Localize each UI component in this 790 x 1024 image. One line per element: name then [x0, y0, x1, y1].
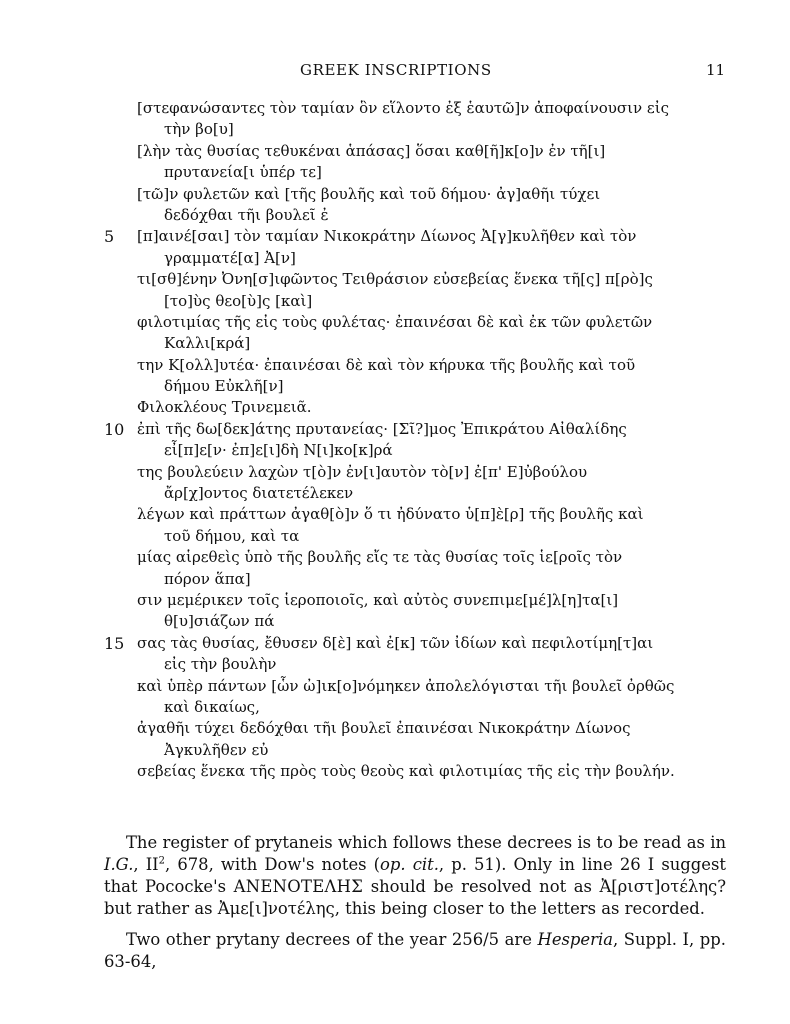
inscription-line: [0, 676, 790, 697]
greek-text: θ[υ]σιάζων πά: [164, 612, 275, 631]
line-number: 15: [104, 633, 125, 653]
greek-text: καὶ ὑπὲρ πάντων [ὧν ὠ]ικ[ο]νόμηκεν ἀπολελόγισται τῆι βουλεῖ ὀρθῶς: [137, 676, 675, 695]
citation-op-cit: op. cit.: [380, 855, 439, 874]
text-run: , 678, with Dow's notes (: [165, 855, 381, 874]
edition-superscript: 2: [158, 855, 166, 867]
inscription-entry: [0, 98, 790, 141]
inscription-entry: [0, 269, 790, 312]
text-run: The register of prytaneis which follows these decrees is to be read as in: [126, 833, 726, 852]
greek-text: σεβείας ἕνεκα τῆς πρὸς τοὺς θεοὺς καὶ φιλοτιμίας τῆς εἰς τὴν βουλήν.: [137, 762, 675, 781]
inscription-line-continuation: [0, 333, 790, 354]
greek-text: [λὴν τὰς θυσίας τεθυκέναι ἁπάσας] ὅσαι καθ[ῆ]κ[ο]ν ἐν τῆ[ι]: [137, 141, 606, 160]
greek-text: μίας αἱρεθεὶς ὑπὸ τῆς βουλῆς εἴς τε τὰς θυσίας τοῖς ἱε[ροῖς τὸν: [137, 548, 623, 567]
inscription-entry: [0, 547, 790, 590]
greek-text: φιλοτιμίας τῆς εἰς τοὺς φυλέτας· ἐπαινέσαι δὲ καὶ ἐκ τῶν φυλετῶν: [137, 312, 653, 331]
inscription-line-continuation: [0, 697, 790, 718]
inscription-line-continuation: [0, 205, 790, 226]
greek-text: [π]αινέ[σαι] τὸν ταμίαν Νικοκράτην Δίωνος Ἀ[γ]κυλῆθεν καὶ τὸν: [137, 227, 637, 246]
inscription-line: [0, 590, 790, 611]
greek-text: [στεφανώσαντες τὸν ταμίαν ὃν εἵλοντο ἐξ ἑαυτῶ]ν ἀποφαίνουσιν εἰς: [137, 99, 669, 117]
running-title: GREEK INSCRIPTIONS: [300, 61, 492, 79]
greek-text: εἶ[π]ε[ν· ἐπ]ε[ι]δὴ Ν[ι]κο[κ]ρά: [164, 441, 393, 460]
inscription-line: [0, 269, 790, 290]
page-header: [0, 61, 790, 83]
greek-text: ἄρ[χ]οντος διατετέλεκεν: [164, 484, 354, 503]
text-run: , Suppl. I, pp. 63-64,: [104, 930, 726, 971]
commentary-paragraph: [104, 832, 726, 920]
inscription-line-continuation: [0, 291, 790, 312]
inscription-line-continuation: [0, 119, 790, 140]
inscription-entry: [0, 312, 790, 355]
inscription-line: [0, 633, 790, 654]
greek-text: καὶ δικαίως,: [164, 697, 260, 716]
greek-text: δήμου Εὐκλῆ[ν]: [164, 377, 284, 396]
inscription-entry: [0, 590, 790, 633]
inscription-entry: [0, 504, 790, 547]
inscription-line: [0, 462, 790, 483]
greek-text: δεδόχθαι τῆι βουλεῖ ἐ: [164, 205, 329, 224]
greek-text: σιν μεμέρικεν τοῖς ἱεροποιοῖς, καὶ αὐτὸς συνεπιμε[μέ]λ[η]τα[ι]: [137, 590, 619, 609]
inscription-entry: [0, 184, 790, 227]
commentary-paragraph: [104, 929, 726, 973]
inscription-line: [0, 312, 790, 333]
inscription-line-continuation: [0, 248, 790, 269]
greek-text: [το]ὺς θεο[ὺ]ς [καὶ]: [164, 291, 313, 310]
greek-text: Φιλοκλέους Τρινεμειᾶ.: [137, 398, 312, 417]
text-run: Two other prytany decrees of the year 256/5 are: [126, 930, 538, 949]
commentary: [104, 832, 726, 982]
greek-text: ἀγαθῆι τύχει δεδόχθαι τῆι βουλεῖ ἐπαινέσαι Νικοκράτην Δίωνος: [137, 719, 631, 738]
inscription-line: [0, 761, 790, 782]
inscription-line-continuation: [0, 740, 790, 761]
inscription-line-continuation: [0, 569, 790, 590]
inscription-line: [0, 547, 790, 568]
inscription-line-continuation: [0, 483, 790, 504]
greek-text: τι[σθ]ένην Ὀνη[σ]ιφῶντος Τειθράσιον εὐσεβείας ἕνεκα τῆ[ς] π[ρὸ]ς: [137, 270, 653, 289]
text-run: should be resolved not as Ἀ[ριστ]οτέλης? but rather as Ἀμε[ι]νοτέλης, this being closer to the letters as recorded.: [104, 877, 726, 918]
text-run: , p. 51). Only in line 26 I suggest that Pococke's: [104, 855, 726, 896]
inscription-line-continuation: [0, 654, 790, 675]
inscription-line-continuation: [0, 376, 790, 397]
inscription-line: [0, 141, 790, 162]
greek-text: σας τὰς θυσίας, ἔθυσεν δ[ὲ] καὶ ἐ[κ] τῶν ἰδίων καὶ πεφιλοτίμη[τ]αι: [137, 633, 654, 652]
inscription-line-continuation: [0, 162, 790, 183]
page-number: 11: [706, 61, 726, 79]
line-number: 10: [104, 419, 125, 439]
pococke-reading: ΑΝΕΝΟΤΕΛΗΣ: [233, 877, 364, 896]
inscription-entry: [0, 226, 790, 269]
inscription-entry: [0, 718, 790, 761]
inscription-line: [0, 504, 790, 525]
greek-text: πρυτανεία[ι ὑπέρ τε]: [164, 163, 322, 182]
citation-ig: I.G.: [104, 855, 134, 874]
inscription-entry: [0, 633, 790, 676]
inscription-text: [0, 98, 790, 783]
greek-text: Ἀγκυλῆθεν εὐ: [164, 740, 269, 759]
inscription-line: [0, 718, 790, 739]
inscription-entry: [0, 397, 790, 418]
inscription-line: [0, 98, 790, 119]
inscription-entry: [0, 419, 790, 462]
inscription-line-continuation: [0, 611, 790, 632]
greek-text: εἰς τὴν βουλὴν: [164, 655, 277, 674]
text-run: , II: [133, 855, 159, 874]
inscription-line-continuation: [0, 526, 790, 547]
greek-text: ἐπὶ τῆς δω[δεκ]άτης πρυτανείας· [Σῖ?]μος Ἐπικράτου Αἰθαλίδης: [137, 419, 627, 438]
greek-text: την Κ[ολλ]υτέα· ἐπαινέσαι δὲ καὶ τὸν κήρυκα τῆς βουλῆς καὶ τοῦ: [137, 355, 636, 374]
greek-text: [τῶ]ν φυλετῶν καὶ [τῆς βουλῆς καὶ τοῦ δήμου· ἀγ]αθῆι τύχει: [137, 184, 601, 203]
greek-text: πόρον ἅπα]: [164, 569, 251, 588]
inscription-line: [0, 419, 790, 440]
inscription-entry: [0, 761, 790, 782]
greek-text: λέγων καὶ πράττων ἀγαθ[ὸ]ν ὅ τι ἠδύνατο ὑ[π]ὲ[ρ] τῆς βουλῆς καὶ: [137, 505, 644, 524]
greek-text: Καλλι[κρά]: [164, 334, 251, 353]
inscription-line: [0, 355, 790, 376]
line-number: 5: [104, 227, 115, 247]
inscription-line: [0, 226, 790, 247]
inscription-entry: [0, 355, 790, 398]
inscription-line-continuation: [0, 440, 790, 461]
greek-text: γραμματέ[α] Ἀ[ν]: [164, 248, 296, 267]
greek-text: της βουλεύειν λαχὼν τ[ὸ]ν ἐν[ι]αυτὸν τὸ[ν] ἐ[π' Ε]ὐβούλου: [137, 462, 588, 481]
inscription-entry: [0, 141, 790, 184]
inscription-line: [0, 184, 790, 205]
inscription-entry: [0, 462, 790, 505]
citation-hesperia: Hesperia: [537, 930, 613, 949]
inscription-entry: [0, 676, 790, 719]
greek-text: τὴν βο[υ]: [164, 120, 234, 139]
greek-text: τοῦ δήμου, καὶ τα: [164, 526, 300, 545]
inscription-line: [0, 397, 790, 418]
